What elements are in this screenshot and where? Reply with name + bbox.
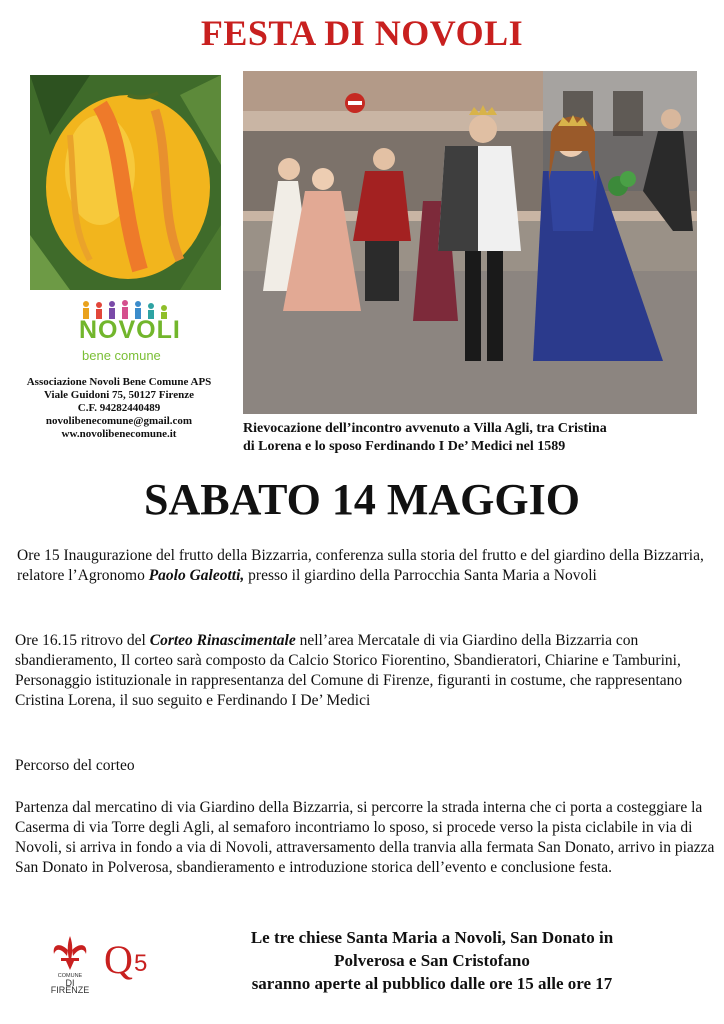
route-description: Partenza dal mercatino di via Giardino della Bizzarria, si percorre la strada interna che ci porta a costeggiare la Caserma di via Torre degli Agli, al semaforo incontriamo lo sposo, si procede verso la pista ciclabile in via di Novoli, si arriva in fondo a via di Novoli, attraversamento della tranvia alla fermata San Donato, arrivo in piazza San Donato in Polverosa, sbandieramento e introduzione storica dell’evento e conclusione festa. (15, 799, 715, 876)
caption-line-2: di Lorena e lo sposo Ferdinando I De’ Medici nel 1589 (243, 439, 566, 454)
comune-di-firenze-logo (46, 934, 94, 994)
association-tax-code: C.F. 94282440489 (77, 402, 161, 414)
association-email: novolibenecomune@gmail.com (45, 415, 193, 427)
speaker-name: Paolo Galeotti, (148, 567, 245, 584)
notice-line-3: saranno aperte al pubblico dalle ore 15 alle ore 17 (251, 974, 613, 993)
q5-number: 5 (134, 950, 148, 977)
p1-text-c: presso il giardino della Parrocchia Santa Maria a Novoli (244, 567, 597, 584)
p2-text-c: nell’area Mercatale di via Giardino della Bizzarria con sbandieramento, Il corteo sarà composto da Calcio Storico Fiorentino, Sbandieratori, Chiarine e Tamburini, Personaggio istituzionale in rappresentanza del Comune di Firenze, figuranti in costume, che rappresentano Cristina Lorena, il suo seguito e Ferdinando I De’ Medici (15, 632, 683, 709)
route-heading: Percorso del corteo (15, 757, 135, 774)
logo-tagline: bene comune (82, 348, 161, 363)
parade-name: Corteo Rinascimentale (149, 632, 296, 649)
program-paragraph-2 (15, 631, 724, 711)
logo-text: NOVOLI (79, 316, 181, 344)
notice-line-1: Le tre chiese Santa Maria a Novoli, San Donato in (250, 928, 614, 947)
florence-lily-icon (46, 934, 94, 972)
notice-line-2: Polverosa e San Cristofano (334, 951, 530, 970)
bizzarria-fruit-photo (30, 75, 221, 290)
photo-caption (243, 420, 713, 456)
quartiere-5-logo (104, 938, 164, 988)
event-date: SABATO 14 MAGGIO (144, 475, 580, 524)
parade-photo (243, 71, 697, 414)
association-address: Viale Guidoni 75, 50127 Firenze (43, 389, 195, 401)
caption-line-1: Rievocazione dell’incontro avvenuto a Villa Agli, tra Cristina (243, 421, 607, 436)
p2-text-a: Ore 16.15 ritrovo del (15, 632, 150, 649)
novoli-bene-comune-logo (70, 300, 190, 365)
churches-notice (172, 926, 692, 995)
program-paragraph-1 (17, 546, 717, 586)
association-name: Associazione Novoli Bene Comune APS (26, 376, 212, 388)
florence-logo-line-1: COMUNE (57, 973, 83, 979)
florence-logo-line-2: DI FIRENZE (50, 978, 90, 995)
poster-title: FESTA DI NOVOLI (200, 13, 524, 53)
p1-text-a: Ore 15 Inaugurazione del frutto della Bizzarria, conferenza sulla storia del frutto e del giardino della Bizzarria, relatore l’Agronomo (17, 547, 704, 584)
q5-letter: Q (104, 937, 133, 982)
association-website: ww.novolibenecomune.it (61, 428, 177, 440)
association-info (0, 376, 238, 441)
